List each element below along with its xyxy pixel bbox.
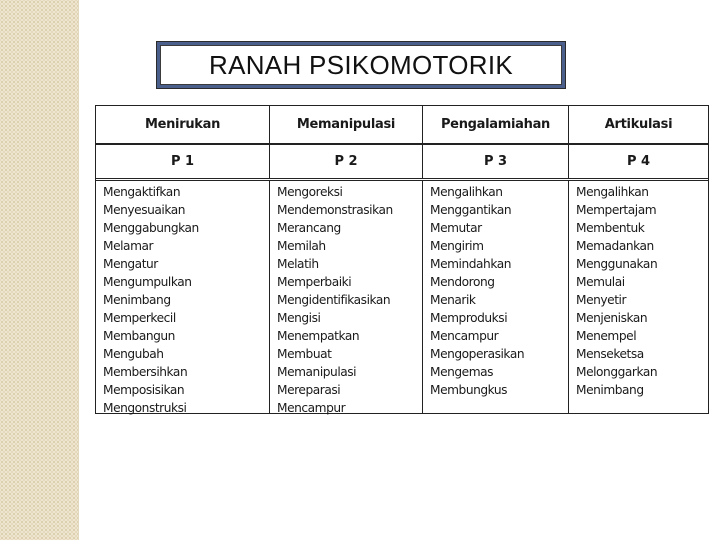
decorative-side-strip: [0, 0, 79, 540]
verb-list-item: Membentuk: [576, 221, 645, 235]
verb-list-item: Mengoperasikan: [430, 347, 525, 361]
table-header-row: [96, 106, 708, 145]
verb-list: [576, 183, 708, 399]
verb-list-item: Melonggarkan: [576, 365, 658, 379]
code-cell-p3: P 3: [423, 145, 569, 178]
verb-list-item: Mendorong: [430, 275, 495, 289]
header-cell-pengalamiahan: Pengalamiahan: [423, 106, 569, 143]
verb-list-item: Mengumpulkan: [103, 275, 192, 289]
verb-list-item: Menarik: [430, 293, 476, 307]
verb-list-item: Mengatur: [103, 257, 158, 271]
verb-list-item: Melatih: [277, 257, 319, 271]
header-cell-memanipulasi: Memanipulasi: [270, 106, 423, 143]
verb-list-item: Memperbaiki: [277, 275, 352, 289]
verb-list-item: Menimbang: [103, 293, 171, 307]
verb-list-item: Mengubah: [103, 347, 164, 361]
verb-list-item: Membersihkan: [103, 365, 188, 379]
verb-list-item: Membungkus: [430, 383, 508, 397]
verb-list-item: Mendemonstrasikan: [277, 203, 393, 217]
code-cell-p1: P 1: [96, 145, 270, 178]
verb-list-item: Memilah: [277, 239, 326, 253]
page-title: RANAH PSIKOMOTORIK: [209, 49, 513, 80]
verb-list-item: Memperkecil: [103, 311, 176, 325]
code-cell-p4: P 4: [626, 154, 651, 169]
verb-list-item: Memindahkan: [430, 257, 512, 271]
header-cell-artikulasi: Artikulasi: [604, 117, 673, 132]
psychomotor-table: [95, 105, 709, 414]
code-cell-p2: P 2: [270, 145, 423, 178]
verb-list-item: Menggunakan: [576, 257, 658, 271]
verb-list-item: Mengalihkan: [430, 185, 503, 199]
verb-list-item: Mengonstruksi: [103, 401, 187, 415]
verb-list-item: Menyetir: [576, 293, 627, 307]
title-box: [156, 41, 566, 89]
verb-list-item: Menyesuaikan: [103, 203, 186, 217]
verb-list: [103, 183, 269, 417]
verb-list: [277, 183, 422, 417]
verb-list-item: Mengoreksi: [277, 185, 343, 199]
verb-list-item: Menempatkan: [277, 329, 360, 343]
verb-list-item: Memproduksi: [430, 311, 508, 325]
header-cell-menirukan: Menirukan: [96, 106, 270, 143]
verb-list-item: Memadankan: [576, 239, 654, 253]
verb-list-item: Mengidentifikasikan: [277, 293, 391, 307]
verb-list-item: Melamar: [103, 239, 154, 253]
verb-list-item: Mengisi: [277, 311, 321, 325]
verb-list: [430, 183, 568, 399]
verb-list-item: Memposisikan: [103, 383, 185, 397]
title-inner: [160, 45, 562, 85]
table-body-row: [96, 181, 708, 413]
verb-list-item: Mencampur: [277, 401, 346, 415]
verb-list-item: Menimbang: [576, 383, 644, 397]
verb-list-cell-p1: [96, 181, 270, 413]
verb-list-item: Memanipulasi: [277, 365, 357, 379]
verb-list-item: Mereparasi: [277, 383, 341, 397]
verb-list-item: Menjeniskan: [576, 311, 648, 325]
verb-list-item: Membangun: [103, 329, 175, 343]
verb-list-cell-p4: [569, 181, 708, 413]
verb-list-cell-p3: [423, 181, 569, 413]
verb-list-item: Menggantikan: [430, 203, 512, 217]
verb-list-item: Mencampur: [430, 329, 499, 343]
verb-list-item: Mempertajam: [576, 203, 657, 217]
verb-list-item: Mengirim: [430, 239, 484, 253]
verb-list-item: Mengemas: [430, 365, 494, 379]
verb-list-item: Memulai: [576, 275, 625, 289]
verb-list-item: Menseketsa: [576, 347, 644, 361]
verb-list-item: Mengalihkan: [576, 185, 649, 199]
verb-list-item: Membuat: [277, 347, 332, 361]
verb-list-item: Mengaktifkan: [103, 185, 181, 199]
table-code-row: [96, 145, 708, 181]
verb-list-item: Menempel: [576, 329, 637, 343]
verb-list-item: Merancang: [277, 221, 341, 235]
verb-list-item: Memutar: [430, 221, 482, 235]
verb-list-cell-p2: [270, 181, 423, 413]
verb-list-item: Menggabungkan: [103, 221, 199, 235]
